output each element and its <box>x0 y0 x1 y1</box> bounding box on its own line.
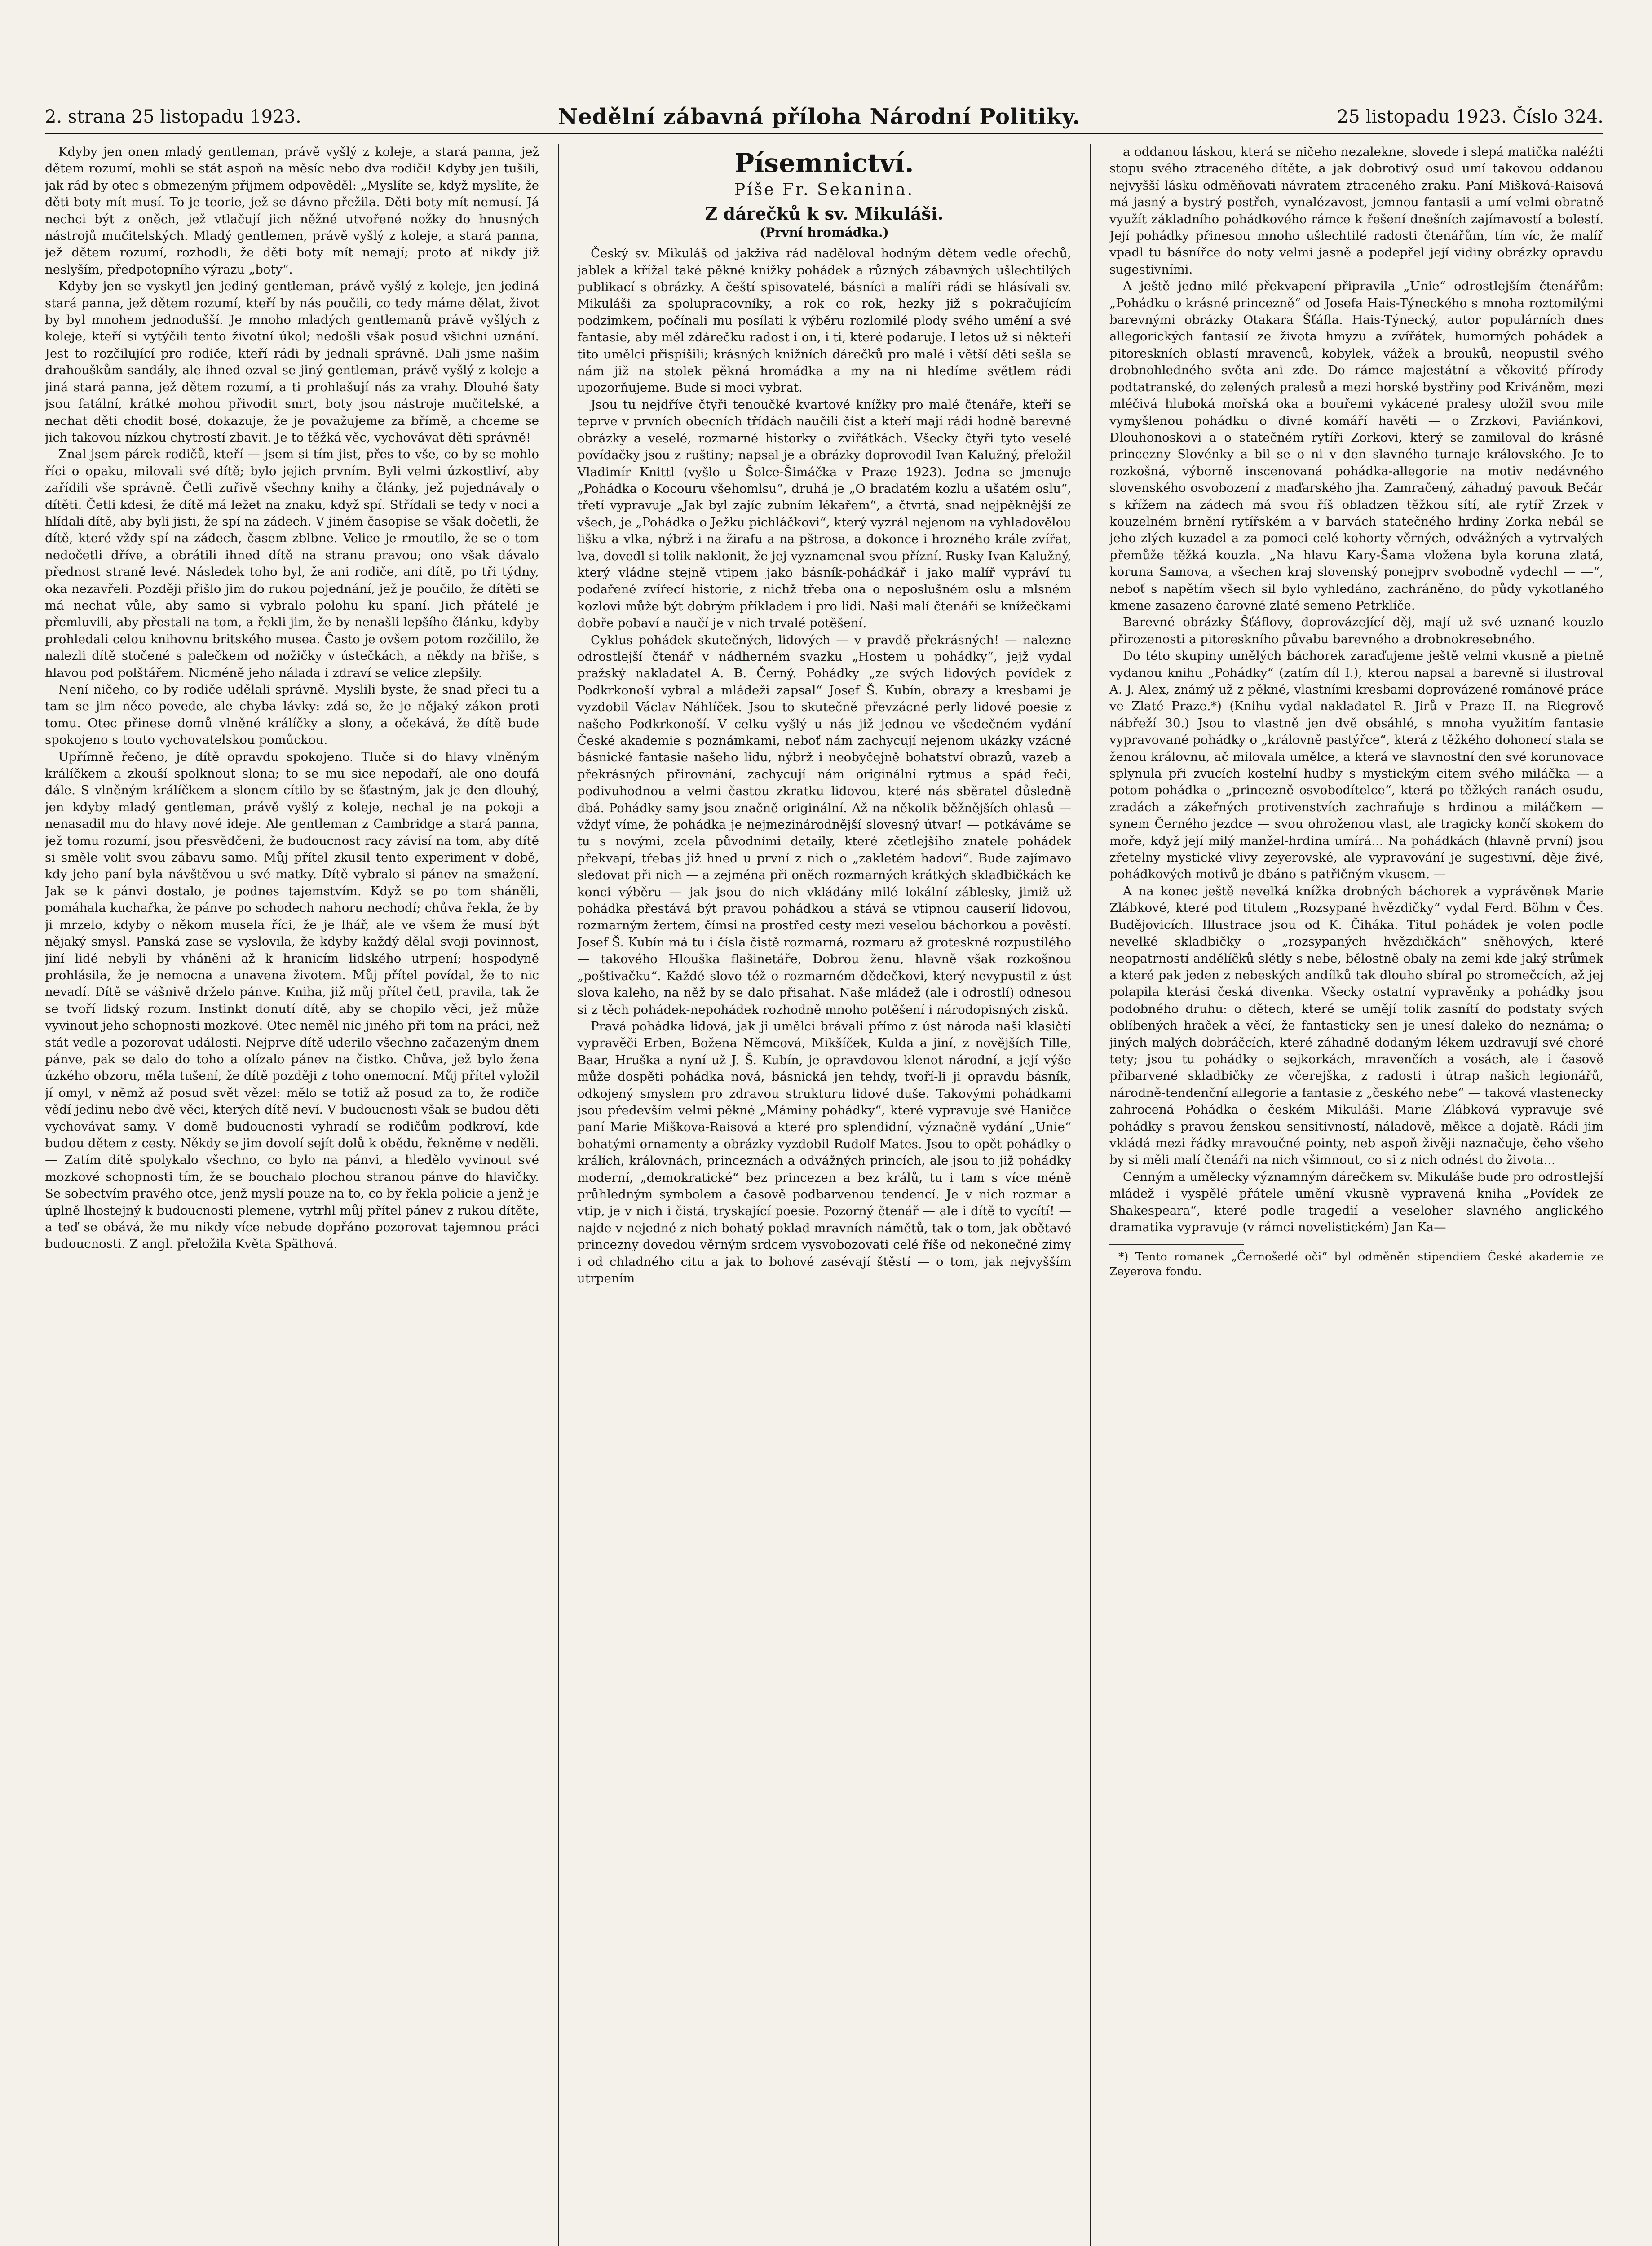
article-subtitle: (První hromádka.) <box>760 225 889 240</box>
column-divider <box>1090 144 1091 2246</box>
header-title: Nedělní zábavná příloha Národní Politiky. <box>558 104 1081 129</box>
paragraph: Kdyby jen onen mladý gentleman, právě vyšlý z koleje, a stará panna, jež dětem rozumí, mohli se stát aspoň na měsíc nebo dva rodiči! Kdyby jen tušili, jak rád by otec s obmezeným přijmem odpověděl: „Myslíte se, když myslíte, že děti boty mít musí. To je teorie, jež se dávno přežila. Děti boty mít nemusí. Já nechci být z oněch, jež vtlačují jich něžné utvořené nožky do hnusných nástrojů mučitelských. Mladý gentlemen, právě vyšlý z koleje, a stará panna, jež dětem rozumí, rozhodli, že děti boty mít nemají; proto ať nikdy již neslyším, předpotopního výrazu „boty“. <box>45 145 539 277</box>
section-author: Píše Fr. Sekanina. <box>734 181 914 199</box>
column-3 <box>1109 144 1603 2246</box>
paragraph: A na konec ještě nevelká knížka drobných báchorek a vyprávěnek Marie Zlábkové, které pod titulem „Rozsypané hvězdičky“ vydal Ferd. Böhm v Čes. Budějovicích. Illustrace jsou od K. Čiháka. Titul pohádek je volen podle nevelké skladbičky o „rozsypaných hvězdičkách“ sněhových, které neopatrností andělíčků slétly s nebe, bělostně obaly na zemi kde jaký strůmek a které pak jeden z nebeských andílků tak dlouho sbíral po stromečcích, až jej polapila kterási česká divenka. Všecky ostatní vypravěnky a pohádky jsou podobného druhu: o dětech, které se umějí tolik zasnítí do podstaty svých oblíbených hraček a věcí, že fantasticky sen je unesí daleko do neznáma; o jiných malých dobráčcích, které záhadně dodaným lékem uzdravují své choré tety; jsou tu pohádky o sejkorkách, mravenčích a vosách, ale i časově přibarvené skladbičky ze včerejška, z radosti i útrap našich legionářů, národně-tendenční allegorie a fantasie z „českého nebe“ — taková vlastenecky zahrocená Pohádka o českém Mikuláši. Marie Zlábková vypravuje své pohádky s pravou ženskou sensitivností, náladově, měkce a dojatě. Rádi jim vkládá mezi řádky mravoučné pointy, neb aspoň živěji naznačuje, čeho všeho by si měli malí čtenáři na nich všimnout, co si z nich odnést do života... <box>1109 884 1603 1167</box>
column-divider <box>558 144 559 2246</box>
paragraph: Znal jsem párek rodičů, kteří — jsem si tím jist, přes to vše, co by se mohlo říci o opaku, milovali své dítě; bylo jejich prvním. Byli velmi úzkostliví, aby zařídili vše správně. Četli zuřivě všechny knihy a články, jež pojednávaly o dítěti. Četli kdesi, že dítě má ležet na znaku, když spí. Střídali se tedy v noci a hlídali dítě, aby byli jisti, že spí na zádech. V jiném časopise se však dočetli, že dítě, které vždy spí na zádech, časem zblbne. Velice je rmoutilo, že se o tom nedočetli dříve, a obrátili ihned dítě na stranu pravou; ono však dávalo přednost straně levé. Následek toho byl, že ani rodiče, ani dítě, po tři týdny, oka nezavřeli. Později přišlo jim do rukou pojednání, jež je poučilo, že dítěti se má nechat vůle, aby samo si vybralo polohu ku spaní. Jich přátelé je přemluvili, aby přestali na tom, a řekli jim, že by nenašli lepšího článku, kdyby prohledali celou knihovnu britského musea. Často je ovšem potom rozčililo, že nalezli dítě stočené s palečkem od nožičky v ústečkách, a někdy na břiše, s hlavou pod polštářem. Nicméně jeho nálada i zdraví se velice zlepšily. <box>45 447 539 680</box>
header-left: 2. strana 25 listopadu 1923. <box>45 106 301 127</box>
column-2 <box>577 144 1071 2246</box>
column-1 <box>45 144 539 2246</box>
paragraph: Český sv. Mikuláš od jakživa rád naděloval hodným dětem vedle ořechů, jablek a křížal také pěkné knížky pohádek a různých zábavných ušlechtilých publikací s obrázky. A čeští spisovatelé, básníci a malíři rádi se hlásívali sv. Mikuláši za spolupracovníky, a rok co rok, hezky již s pokračujícím podzimkem, počínali mu posílati k výběru rozlomilé plody svého umění a své fantasie, aby měl zdárečku radost i on, i ti, které podaruje. I letos už si někteří tito umělci přispíšili; krásných knižních dárečků pro malé i větší děti sešla se nám již na stolek pěkná hromádka a my na ni hledíme světlem rádi upozorňujeme. Bude si moci vybrat. <box>577 246 1071 395</box>
paragraph: a oddanou láskou, která se ničeho nezalekne, slovede i slepá matička naléźti stopu svého ztraceného dítěte, a jak dobrotivý osud umí takovou oddanou nejvyšší lásku odměňovati návratem ztraceného zraku. Paní Mišková-Raisová má jasný a bystrý postřeh, vynalézavost, jemnou fantasii a umí velmi obratně využít základního pohádkového rámce k řešení dnešních zajímavostí a bolestí. Její pohádky přinesou mnoho ušlechtilé radosti čtenářům, tím víc, že malíř vpadl tu básnířce do noty velmi jasně a podepřel její vidiny obrázky opravdu sugestivními. <box>1109 145 1603 277</box>
paragraph: Cenným a umělecky významným dárečkem sv. Mikuláše bude pro odrostlejší mládež i vyspělé přátele umění vkusně vypravená kniha „Povídek ze Shakespeara“, které podle tragedií a veseloher slavného anglického dramatika vypravuje (v rámci novelistickém) Jan Ka— <box>1109 1169 1603 1234</box>
paragraph: Pravá pohádka lidová, jak ji umělci brávali přímo z úst národa naši klasičtí vypravěči Erben, Božena Němcová, Mikšíček, Kulda a jiní, z novějších Tille, Baar, Hruška a nyní už J. Š. Kubín, je opravdovou klenot národní, a její výše může dospěti pohádka nová, básnická jen tehdy, tvoří-li ji opravdu básník, odkojený smyslem pro zdravou strukturu lidové duše. Takovými pohádkami jsou především velmi pěkné „Máminy pohádky“, které vypravuje své Haničce paní Marie Miškova-Raisová a které pro splendidní, význačně vydání „Unie“ bohatými ornamenty a obrázky vyzdobil Rudolf Mates. Jsou to opět pohádky o králích, královnách, princeznách a odvážných princích, ale jsou to již pohádky moderní, „demokratické“ bez princezen a bez králů, tu i tam s více méně průhledným symbolem a časově podbarvenou tendencí. Je v nich rozmar a vtip, je v nich i čistá, tryskající poesie. Pozorný čtenář — ale i dítě to vycítí! — najde v nejedné z nich bohatý poklad mravních námětů, tak o tom, jak obětavé princezny dovedou věrným srdcem vysvobozovati celé říše od nekonečné zimy i od chladného citu a jak to bohové zasévají štěstí — o tom, jak nejvyšším utrpením <box>577 1019 1071 1286</box>
footnote-divider <box>1109 1244 1244 1245</box>
newspaper-page <box>45 101 1603 2246</box>
paragraph: Jsou tu nejdříve čtyři tenoučké kvartové knížky pro malé čtenáře, kteří se teprve v prvních obecních třídách naučili číst a kteří mají rádi hodně barevné obrázky a veselé, rozmarné historky o zvířátkách. Všecky čtyři tyto veselé povídačky jsou z ruštiny; napsal je a obrázky doprovodil Ivan Kalužný, přeložil Vladimír Knittl (vyšlo u Šolce-Šimáčka v Praze 1923). Jedna se jmenuje „Pohádka o Kocouru všehomlsu“, druhá je „O bradatém kozlu a ušatém oslu“, třetí vypravuje „Jak byl zajíc zubním lékařem“, a čtvrtá, snad nejpěknější ze všech, je „Pohádka o Ježku pichláčkovi“, který vyzrál nejenom na vyhladovělou lišku a vlka, nýbrž i na žirafu a na pštrosa, a dokonce i hrozného krále zvířat, lva, dovedl si tolik naklonit, že jej vyznamenal svou přízní. Rusky Ivan Kalužný, který vládne stejně vtipem jako básník-pohádkář i jako malíř vypráví tu podařené zvířecí historie, z nichž třeba ona o neposlušném oslu a mlsném kozlovi může být dobrým příkladem i pro lidi. Naši malí čtenáři se knížečkami dobře pobaví a naučí je v nich trvalé potěšení. <box>577 397 1071 631</box>
article-title: Z dárečků k sv. Mikuláši. <box>705 203 944 224</box>
paragraph: Upřímně řečeno, je dítě opravdu spokojeno. Tluče si do hlavy vlněným králíčkem a zkouší spolknout slona; to se mu sice nepodaří, ale ono doufá dále. S vlněným králíčkem a slonem cítilo by se šťastným, jak je den dlouhý, jen kdyby mladý gentleman, právě vyšlý z koleje, nechal je na pokoji a nenasadil mu do hlavy nové ideje. Ale gentleman z Cambridge a stará panna, jež tomu rozumí, jsou přesvědčeni, že budoucnost racy závisí na tom, aby dítě si směle volit svou zábavu samo. Můj přítel zkusil tento experiment v době, kdy jeho paní byla návštěvou u své matky. Dítě vybralo si pánev na smažení. Jak se k pánvi dostalo, je podnes tajemstvím. Když se po tom sháněli, pomáhala kuchařka, že pánve po schodech nahoru nechodí; chůva řekla, že by ji mrzelo, kdyby o někom musela říci, že je lhář, ale ve všem že musí být nějaký smysl. Panská zase se vyslovila, že kdyby každý dělal svoji povinnost, jiní lidé nebyli by vháněni až k hranicím lidského utrpení; hospodyně prohlásila, že je nemocna a unavena životem. Můj přítel povídal, že to nic nevadí. Dítě se vášnivě drželo pánve. Kniha, již můj přítel četl, pravila, tak že se tvoří lidský rozum. Instinkt donutí dítě, aby se chopilo věci, jež může vyvinout jeho schopnosti mozkové. Otec neměl nic jiného při tom na práci, než stát vedle a pozorovat události. Nejprve dítě uderilo všechno začazeným dnem pánve, pak se dalo do toho a olízalo pánev na čistko. Chůva, jež bylo žena úzkého obzoru, měla tušení, že dítě později z toho onemocní. Můj přítel vyložil jí omyl, v němž až posud svět vězel: mělo se totiž až posud za to, že rodiče vědí jedinu nebo dvě věci, kterých dítě neví. V budoucnosti však se budou děti vychovávat samy. V domě budoucnosti vyhradí se rodičům podkroví, kde budou dětem z cesty. Někdy se jim dovolí sejít dolů k obědu, řekněme v neděli. — Zatím dítě spolykalo všechno, co bylo na pánvi, a hledělo vyvinout své mozkové schopnosti tím, že se bouchalo plochou stranou pánve do hlavičky. Se sobectvím pravého otce, jenž myslí pouze na to, co by řekla policie a jenž je úplně lhostejný k budoucnosti plemene, vytrhl můj přítel pánev z rukou dítěte, a teď se obává, že mu nikdy více nebude dopřáno pozorovat tajemnou práci budoucnosti. Z angl. přeložila Květa Späthová. <box>45 749 539 1251</box>
section-title: Písemnictví. <box>734 148 914 178</box>
paragraph: Cyklus pohádek skutečných, lidových — v pravdě překrásných! — nalezne odrostlejší čtenář v nádherném svazku „Hostem u pohádky“, jejž vydal pražský nakladatel A. B. Černý. Pohádky „ze svých lidových povídek z Podkrkonoší vybral a mládeži zapsal“ Josef Š. Kubín, obrazy a kresbami je vyzdobil Václav Náhlíček. Jsou to skutečně převzácné perly lidové poesie z našeho Podkrkonoší. V celku vyšlý u nás již jednou ve všedečném vydání České akademie s poznámkami, neboť nám zachycují nejenom ukázky vzácné básnické fantasie našeho lidu, nýbrž i neobyčejně bohatství obrazů, vazeb a překrásných přirovnání, zachycují nám originální rytmus a spád řeči, podivuhodnou a velmi častou zkratku lidovou, které nás sběratel důsledně dbá. Pohádky samy jsou značně originální. Až na několik běžnějších ohlasů — vždyť víme, že pohádka je nejmezinárodnější slovesný útvar! — potkáváme se tu s novými, zcela původními detaily, které zčetlejšího znatele pohádek překvapí, třebas již hned u první z nich o „zakletém hadovi“. Bude zajímavo sledovat při nich — a zejména při oněch rozmarných krátkých skladbičkách ke konci výběru — jak jsou do nich vkládány milé lokální záblesky, jimiž už pohádka přestává být pravou pohádkou a stává se vtipnou causerií lidovou, rozmarným žertem, čímsi na prostřed cesty mezi veselou báchorkou a pověstí. Josef Š. Kubín má tu i čísla čistě rozmarná, rozmaru až groteskně rozpustilého — takového Hlouška flašinetáře, Dobrou ženu, hlavně však rozkošnou „poštivačku“. Každé slovo též o rozmarném dědečkovi, který nevypustil z úst slova kaleho, na něž by se dalo přisahat. Naše mládež (ale i odrostlí) odnesou si z těch pohádek-nepohádek rozhodně mnoho potěšení i národopisných zisků. <box>577 632 1071 1017</box>
paragraph: Kdyby jen se vyskytl jen jediný gentleman, právě vyšlý z koleje, jen jediná stará panna, jež dětem rozumí, kteří by nás poučili, co tedy máme dělat, život by byl mnohem jednodušší. Je mnoho mladých gentlemanů právě vyšlých z koleje, kteří si vytýčili tento životní úkol; nedošli však posud všichni uznání. Jest to rozčilující pro rodiče, kteří rádi by jednali správně. Dali jsme našim drahouškům sandály, ale ihned ozval se jiný gentleman, právě vyšlý z koleje a jiná stará panna, jež dětem rozumí, a ti prohlašují nás za vrahy. Dlouhé šaty jsou fatální, krátké mohou přivodit smrt, boty jsou nástroje mučitelské, a nechat děti chodit bosé, dokazuje, že je považujeme za břímě, a chceme se jich takovou nízkou chytrostí zbavit. Je to těžká věc, vychovávat děti správně! <box>45 279 539 445</box>
paragraph: A ještě jedno milé překvapení připravila „Unie“ odrostlejším čtenářům: „Pohádku o krásné princezně“ od Josefa Hais-Týneckého s mnoha roztomilými barevnými obrázky Otakara Šťáfla. Hais-Týnecký, autor populárních dnes allegorických fantasií ze života hmyzu a zvířátek, humorných pohádek a pitoreskních oblastí mravenců, kobylek, vážek a brouků, neopustil svého drobnohledného světa ani zde. Do rámce majestátní a věkovité přírody podtatranské, do zelených pralesů a mezi horské bystřiny pod Kriváněm, mezi mléčivá hluboká mořská oka a bouřemi vykácené pralesy uložil svou mile vymyšlenou pohádku o divné komáří havěti — o Zrzkovi, Paviánkovi, Dlouhonoskovi a o statečném rytíři Zorkovi, který se zamiloval do krásné princezny Slovénky a bil se o ni v den slavného turnaje královského. Je to rozkošná, výborně inscenovaná pohádka-allegorie na motiv nedávného slovenského osvobození z maďarského jha. Zamračený, záhadný pavouk Bečár s křížem na zádech má svou říš obladzen těžkou sítí, ale rytíř Zrzek v kouzelném brnění rytířském a v barvách statečného hrdiny Zorka nebál se jeho zlých kuzadel a za pomoci celé kohorty věrných, odvážných a vytrvalých přemůže těžká kouzla. „Na hlavu Kary-Šama vložena byla koruna zlatá, koruna Samova, a všechen kraj slovenský ponejprv svobodně vydechl — —“, neboť s napětím všech sil bylo vyhledáno, zachráněno, do půdy vykotlaného kmene zasazeno čarovné zlaté semeno Petrklíče. <box>1109 279 1603 613</box>
paragraph: Není ničeho, co by rodiče udělali správně. Myslili byste, že snad přeci tu a tam se jim něco povede, ale chyba lávky: zdá se, že je nějaký zákon proti tomu. Otec přinese domů vlněné králíčky a slony, a očekává, že dítě bude spokojeno s touto vychovatelskou pomůckou. <box>45 682 539 747</box>
footnote-text: *) Tento romanek „Černošedé oči“ byl odměněn stipendiem České akademie ze Zeyerova fondu. <box>1109 1250 1603 1278</box>
paragraph: Barevné obrázky Šťáflovy, doprovázející děj, mají už své uznané kouzlo přirozenosti a pitoreskního půvabu barevného a drobnokresebného. <box>1109 615 1603 646</box>
page-header <box>45 101 1603 134</box>
header-right: 25 listopadu 1923. Číslo 324. <box>1337 106 1603 127</box>
footnote <box>1109 1249 1603 1279</box>
paragraph: Do této skupiny umělých báchorek zaraďujeme ještě velmi vkusně a pietně vydanou knihu „Pohádky“ (zatím díl I.), kterou napsal a barevně si ilustroval A. J. Alex, známý už z pěkné, vlastními kresbami doprovázené románové práce ve Zlaté Praze.*) (Knihu vydal nakladatel R. Jirů v Praze II. na Riegrově nábřeží 30.) Jsou to vlastně jen dvě obsáhlé, s mnoha využitím fantasie vypravované pohádky o „královně pastýřce“, která z těžkého dohonecí stala se ženou královnu, ač milovala umělce, a která ve slavnostní den své korunovace splynula při zvucích kostelní hudby s mystickým citem svého miláčka — a potom pohádka o „princezně osvobodítelce“, která po těžkých ranách osudu, zradách a zákeřných protivenstvích zachraňuje s hrdinou a miláčkem — synem Černého jezdce — svou ohroženou vlast, ale tragicky končí skokem do moře, když její milý manžel-hrdina umírá... Na pohádkách (hlavně první) jsou zřetelny mystické vlivy zeyerovské, ale vypravování je sugestivní, děje živé, pohádkových motivů je dbáno s patřičným vkusem. — <box>1109 649 1603 882</box>
